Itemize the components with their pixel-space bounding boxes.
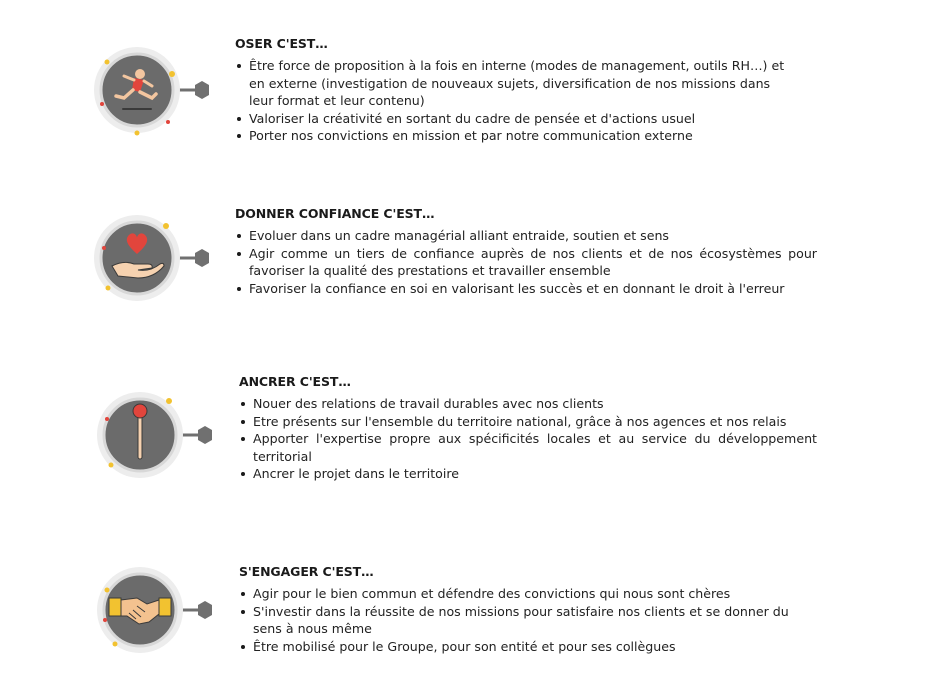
section-heading: ANCRER C'EST… [239, 374, 351, 389]
bullet-list [235, 227, 817, 297]
section-heading: S'ENGAGER C'EST… [239, 564, 374, 579]
bullet-item: Nouer des relations de travail durables avec nos clients [239, 395, 817, 413]
section-sengager-content [239, 564, 817, 655]
section-sengager-icon [93, 560, 223, 660]
section-heading: OSER C'EST… [235, 36, 328, 51]
bullet-item: Favoriser la confiance en soi en valorisant les succès et en donnant le droit à l'erreur [235, 280, 817, 298]
bullet-item: Porter nos convictions en mission et par notre communication externe [235, 127, 795, 145]
bullet-item: Etre présents sur l'ensemble du territoire national, grâce à nos agences et nos relais [239, 413, 817, 431]
section-ancrer-content [239, 374, 817, 483]
heart-hand-icon [90, 208, 220, 308]
section-oser-icon [90, 40, 220, 140]
section-heading: DONNER CONFIANCE C'EST… [235, 206, 435, 221]
bullet-item: Valoriser la créativité en sortant du cadre de pensée et d'actions usuel [235, 110, 795, 128]
bullet-list [235, 57, 795, 145]
pin-icon [93, 385, 223, 485]
bullet-item: Agir pour le bien commun et défendre des convictions qui nous sont chères [239, 585, 817, 603]
bullet-list [239, 395, 817, 483]
bullet-item: Agir comme un tiers de confiance auprès de nos clients et de nos écosystèmes pour favoriser la qualité des prestations et travailler ensemble [235, 245, 817, 280]
bullet-item: Être force de proposition à la fois en interne (modes de management, outils RH…) et en externe (investigation de nouveaux sujets, diversification de nos missions dans leur format et leur contenu) [235, 57, 795, 110]
section-oser-content [235, 36, 795, 145]
section-donner-confiance-icon [90, 208, 220, 308]
bullet-item: S'investir dans la réussite de nos missions pour satisfaire nos clients et se donner du sens à nous même [239, 603, 817, 638]
bullet-list [239, 585, 817, 655]
section-donner-confiance-content [235, 206, 817, 297]
bullet-item: Être mobilisé pour le Groupe, pour son entité et pour ses collègues [239, 638, 817, 656]
section-ancrer-icon [93, 385, 223, 485]
bullet-item: Evoluer dans un cadre managérial alliant entraide, soutien et sens [235, 227, 817, 245]
bullet-item: Apporter l'expertise propre aux spécificités locales et au service du développement territorial [239, 430, 817, 465]
bullet-item: Ancrer le projet dans le territoire [239, 465, 817, 483]
handshake-icon [93, 560, 223, 660]
runner-icon [90, 40, 220, 140]
